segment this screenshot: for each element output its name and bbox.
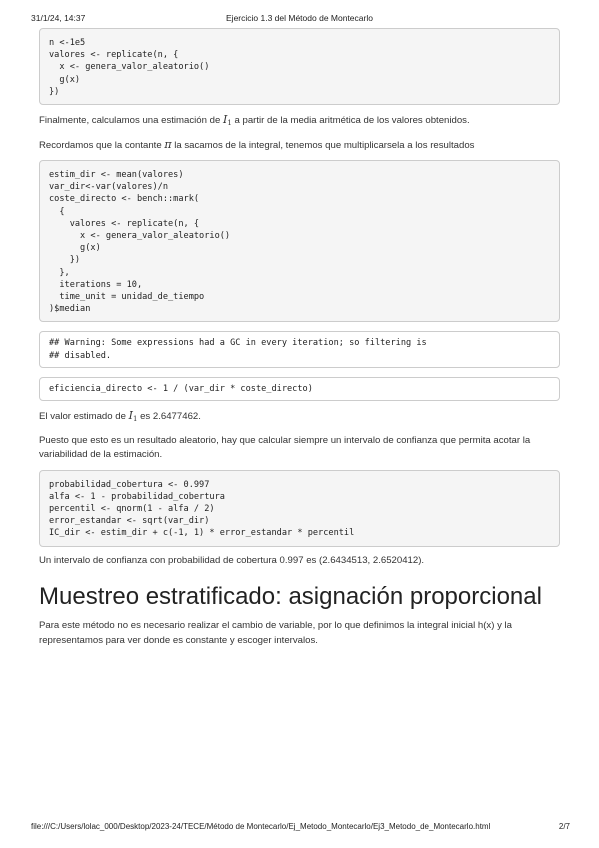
math-i1: $I_1$ — [128, 409, 138, 424]
paragraph-interval-result: Un intervalo de confianza con probabilidad de cobertura 0.997 es (2.6434513, 2.6520412). — [39, 554, 425, 566]
text: Finalmente, calculamos una estimación de — [39, 115, 223, 127]
page-number: 2/7 — [558, 822, 570, 831]
document-content — [39, 28, 560, 648]
paragraph-method: Para este método no es necesario realizar el cambio de variable, por lo que definimos la integral inicial h(x) y la representamos para ver donde es constante y escoger intervalos. — [39, 620, 513, 646]
print-header — [0, 13, 599, 25]
text: la sacamos de la integral, tenemos que multiplicarsela a los resultados — [171, 139, 475, 151]
code-block-efficiency: eficiencia_directo <- 1 / (var_dir * coste_directo) — [39, 377, 560, 401]
print-title: Ejercicio 1.3 del Método de Montecarlo — [226, 13, 373, 23]
file-path: file:///C:/Users/lolac_000/Desktop/2023-24/TECE/Método de Montecarlo/Ej_Metodo_Montecarlo/Ej3_Metodo_de_Montecarlo.html — [31, 822, 491, 831]
code-block-replicate: n <-1e5 valores <- replicate(n, { x <- genera_valor_aleatorio() g(x) }) — [39, 28, 560, 105]
math-i1: $I_1$ — [222, 113, 232, 128]
paragraph-confidence: Puesto que esto es un resultado aleatorio, hay que calcular siempre un intervalo de confianza que permita acotar la variabilidad de la estimación. — [39, 434, 531, 461]
text: Recordamos que la contante — [39, 139, 165, 151]
section-heading: Muestreo estratificado: asignación proporcional — [39, 583, 542, 611]
math-pi: π — [164, 137, 172, 151]
warning-output: ## Warning: Some expressions had a GC in every iteration; so filtering is ## disabled. — [39, 331, 560, 367]
text: es 2.6477462. — [137, 411, 201, 423]
text: El valor estimado de — [39, 411, 129, 423]
text: a partir de la media aritmética de los valores obtenidos. — [231, 115, 470, 127]
print-footer — [0, 822, 599, 834]
code-block-bench: estim_dir <- mean(valores) var_dir<-var(valores)/n coste_directo <- bench::mark( { valores <- replicate(n, { x <- genera_valor_aleatorio() g(x) }) }, iterations = 10, time_unit = unidad_de_tiempo )$median — [39, 160, 560, 322]
print-datetime: 31/1/24, 14:37 — [31, 13, 86, 23]
paragraph-estimated-value — [39, 409, 560, 427]
paragraph-estimation — [39, 113, 560, 131]
code-block-interval: probabilidad_cobertura <- 0.997 alfa <- 1 - probabilidad_cobertura percentil <- qnorm(1 - alfa / 2) error_estandar <- sqrt(var_dir) IC_dir <- estim_dir + c(-1, 1) * error_estandar * percentil — [39, 470, 560, 547]
paragraph-pi — [39, 138, 560, 154]
